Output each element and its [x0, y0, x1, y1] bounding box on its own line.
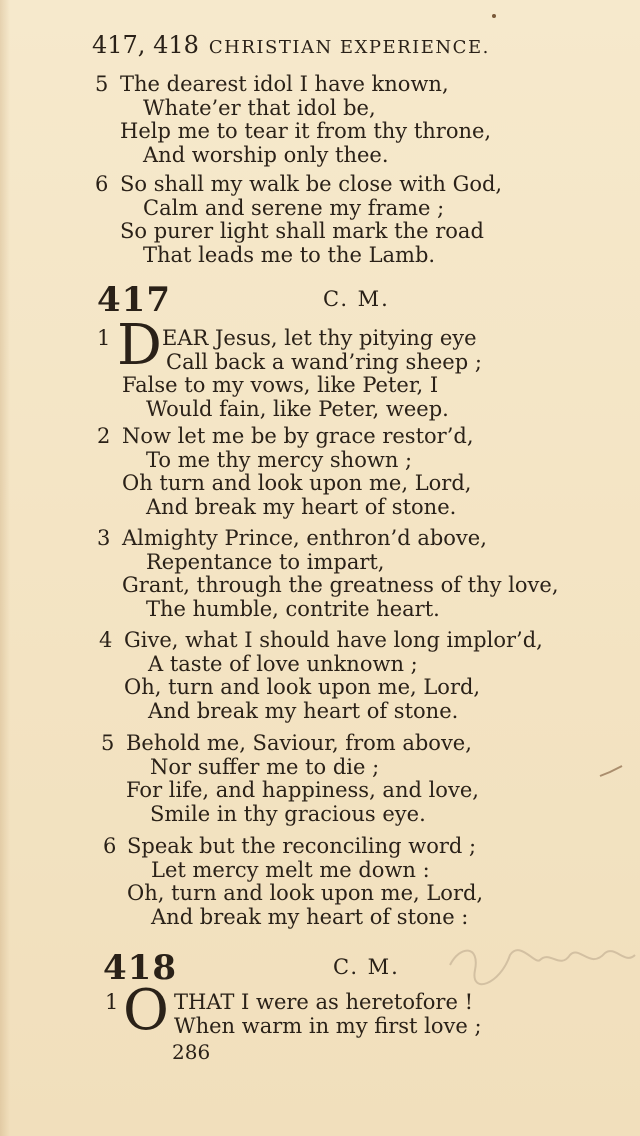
verse-number: 6 [95, 172, 109, 196]
verse-number: 6 [103, 834, 117, 858]
verse-line: And break my heart of stone. [148, 699, 459, 723]
hymn-number: 417 [97, 280, 171, 320]
ink-speck [492, 14, 496, 18]
verse-line: A taste of love unknown ; [148, 652, 418, 676]
header-title: CHRISTIAN EXPERIENCE. [208, 37, 490, 58]
verse-line: Calm and serene my frame ; [143, 196, 445, 220]
verse-line: Call back a wand’ring sheep ; [166, 350, 482, 374]
verse-number: 5 [101, 731, 115, 755]
verse-line: Oh turn and look upon me, Lord, [122, 471, 472, 495]
page-number: 286 [172, 1040, 211, 1064]
pencil-scribble [440, 925, 640, 995]
verse-line: Would fain, like Peter, weep. [146, 397, 449, 421]
verse-line: Smile in thy gracious eye. [150, 802, 426, 826]
hymn-meter: C. M. [333, 955, 400, 979]
verse-line: False to my vows, like Peter, I [122, 373, 439, 397]
verse-line: Help me to tear it from thy throne, [120, 119, 492, 143]
verse-number: 2 [97, 424, 111, 448]
verse-number: 1 [97, 326, 111, 350]
ink-mark [598, 762, 628, 782]
verse-line: Almighty Prince, enthron’d above, [122, 526, 487, 550]
verse-line: THAT I were as heretofore ! [174, 990, 474, 1014]
verse-line: And break my heart of stone. [146, 495, 457, 519]
drop-cap: O [123, 978, 169, 1043]
verse-line: Give, what I should have long implor’d, [124, 628, 543, 652]
verse-line: EAR Jesus, let thy pitying eye [162, 326, 477, 350]
verse-line: And worship only thee. [143, 143, 389, 167]
running-header [92, 30, 512, 63]
verse-number: 5 [95, 72, 109, 96]
verse-line: Let mercy melt me down : [151, 858, 430, 882]
hymn-meter: C. M. [323, 287, 390, 311]
verse-line: Speak but the reconciling word ; [127, 834, 477, 858]
verse-line: When warm in my first love ; [174, 1014, 482, 1038]
hymn-number: 418 [103, 948, 177, 988]
verse-line: For life, and happiness, and love, [126, 778, 479, 802]
verse-line: The humble, contrite heart. [146, 597, 440, 621]
verse-line: The dearest idol I have known, [120, 72, 449, 96]
drop-cap: D [117, 313, 162, 378]
verse-line: Grant, through the greatness of thy love, [122, 573, 559, 597]
verse-number: 3 [97, 526, 111, 550]
verse-line: So purer light shall mark the road [120, 219, 484, 243]
verse-line: Now let me be by grace restor’d, [122, 424, 474, 448]
verse-line: That leads me to the Lamb. [143, 243, 436, 267]
verse-line: To me thy mercy shown ; [146, 448, 413, 472]
header-page-range: 417, 418 [92, 31, 199, 59]
verse-number: 4 [99, 628, 113, 652]
page-edge-shadow [0, 0, 10, 1136]
verse-number: 1 [105, 990, 119, 1014]
verse-line: Repentance to impart, [146, 550, 385, 574]
verse-line: Whate’er that idol be, [143, 96, 376, 120]
verse-line: Oh, turn and look upon me, Lord, [127, 881, 484, 905]
verse-line: And break my heart of stone : [151, 905, 469, 929]
verse-line: Oh, turn and look upon me, Lord, [124, 675, 481, 699]
verse-line: So shall my walk be close with God, [120, 172, 503, 196]
verse-line: Nor suffer me to die ; [150, 755, 380, 779]
verse-line: Behold me, Saviour, from above, [126, 731, 472, 755]
